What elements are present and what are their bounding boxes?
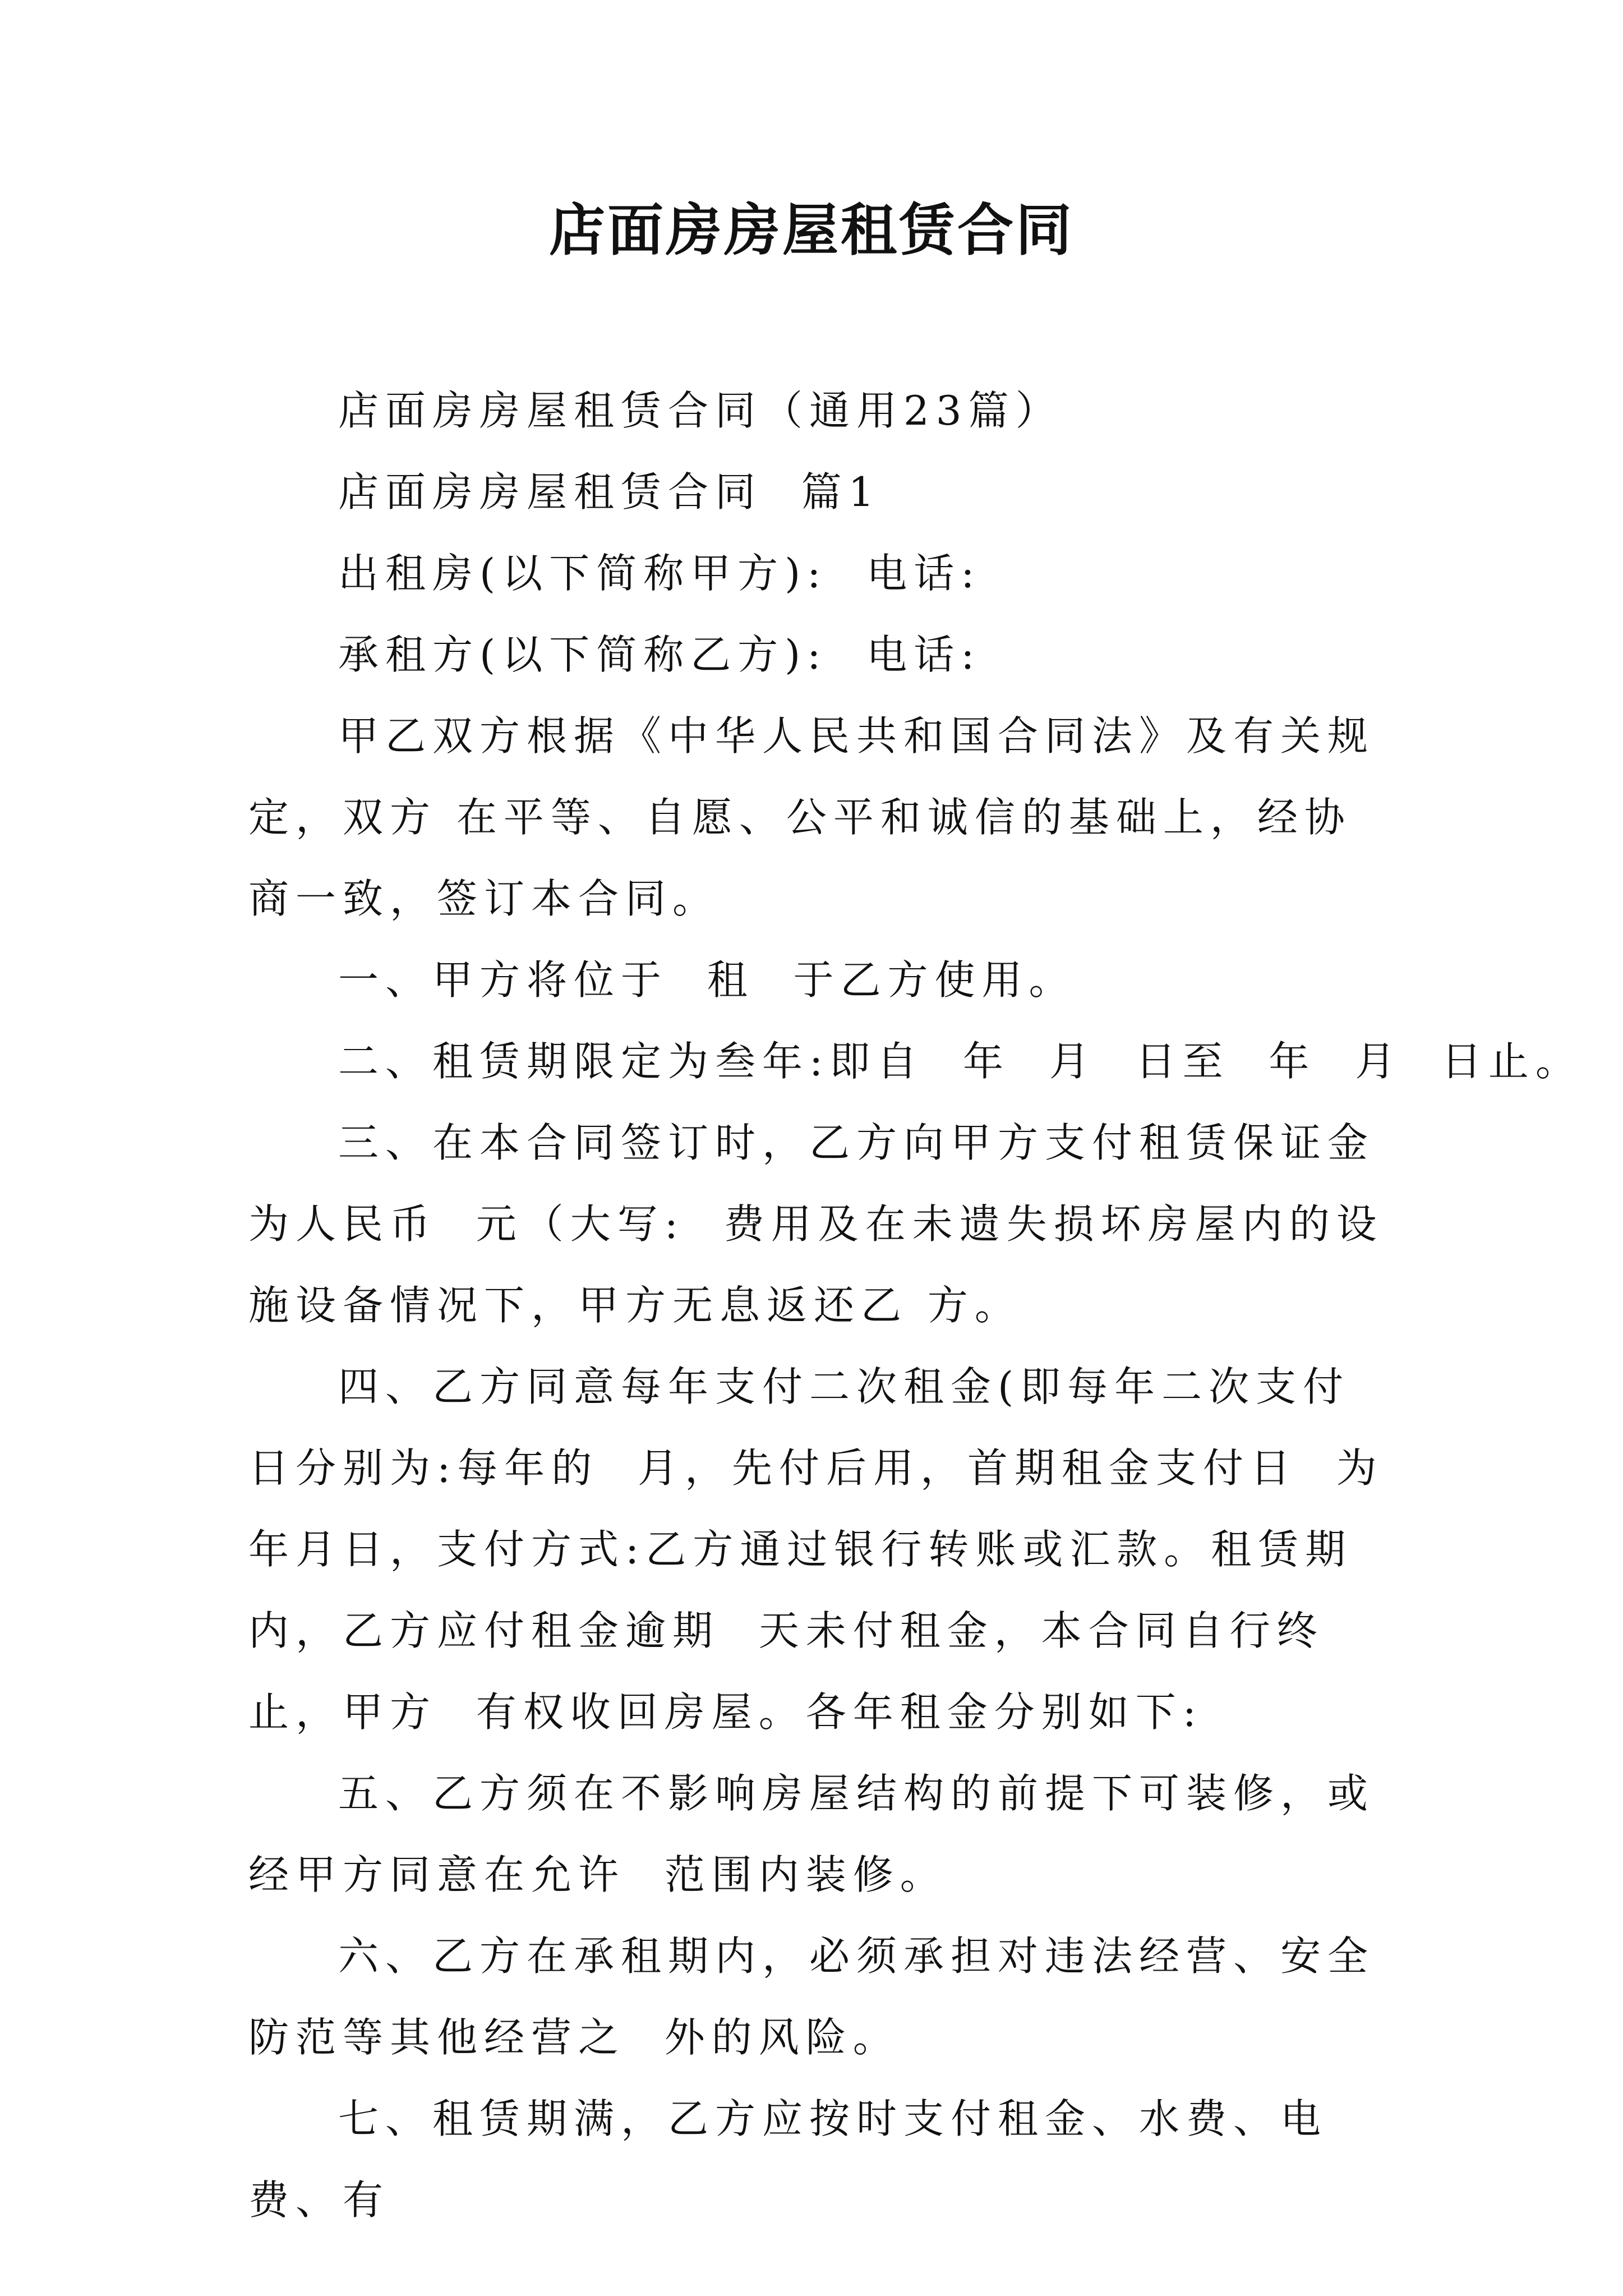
clause-6: 六、乙方在承租期内，必须承担对违法经营、安全防范等其他经营之 外的风险。 — [248, 1932, 1375, 2061]
lessee-line: 承租方(以下简称乙方): 电话: — [338, 631, 981, 678]
clause-5: 五、乙方须在不影响房屋结构的前提下可装修，或经甲方同意在允许 范围内装修。 — [248, 1770, 1375, 1898]
lessor-line: 出租房(以下简称甲方): 电话: — [338, 550, 981, 597]
clause-3: 三、在本合同签订时，乙方向甲方支付租赁保证金为人民币 元（大写: 费用及在未遗失损坏房屋内的设施设备情况下，甲方无息返还乙 方。 — [248, 1119, 1384, 1329]
document-body — [248, 370, 1583, 2241]
clause-4: 四、乙方同意每年支付二次租金(即每年二次支付日分别为:每年的 月，先付后用，首期租金支付日 为年月日，支付方式:乙方通过银行转账或汇款。租赁期内，乙方应付租金逾期 天未付租金，本合同自行终止，甲方 有权收回房屋。各年租金分别如下: — [248, 1363, 1384, 1736]
document-title: 店面房房屋租赁合同 — [549, 197, 1074, 263]
section-heading: 店面房房屋租赁合同 篇1 — [338, 468, 881, 516]
subtitle-paragraph: 店面房房屋租赁合同（通用23篇） — [338, 387, 1063, 434]
clause-7: 七、租赁期满，乙方应按时支付租金、水费、电费、有 — [248, 2095, 1328, 2224]
preamble-paragraph: 甲乙双方根据《中华人民共和国合同法》及有关规定，双方 在平等、自愿、公平和诚信的基础上，经协商一致，签订本合同。 — [248, 712, 1375, 922]
clause-2: 二、租赁期限定为叁年:即自 年 月 日至 年 月 日止。 — [338, 1038, 1583, 1085]
clause-1: 一、甲方将位于 租 于乙方使用。 — [338, 956, 1076, 1004]
